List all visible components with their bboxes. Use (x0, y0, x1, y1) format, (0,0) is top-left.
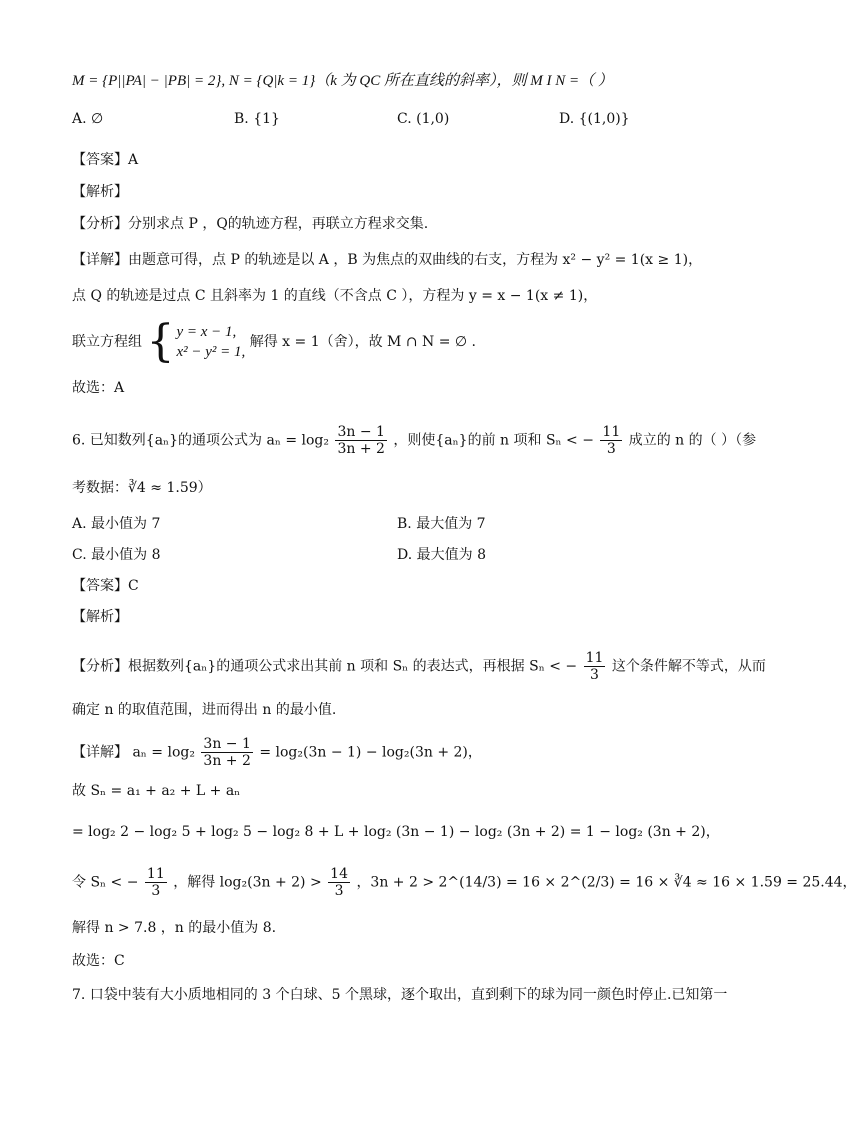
detail2d-text-1: 令 Sₙ < − (72, 874, 139, 891)
q6-option-a: A. 最小值为 7 (72, 516, 161, 532)
detail-2-line-3: = log₂ 2 − log₂ 5 + log₂ 5 − log₂ 8 + L + log₂ (3n − 1) − log₂ (3n + 2) = 1 − log₂ (3n + 2)， (72, 824, 720, 840)
q6-frac2-numerator: 11 (602, 424, 621, 440)
q6-text-2: ，则使{aₙ}的前 n 项和 Sₙ < − (393, 432, 594, 449)
fenxi2-frac-denominator: 3 (590, 667, 599, 683)
analysis-label-2: 【解析】 (72, 609, 128, 625)
choose-line-1: 故选：A (72, 380, 125, 396)
q6-option-b: B. 最大值为 7 (397, 516, 486, 532)
detail-2-line-4 (72, 866, 857, 899)
q6-fraction-2 (600, 424, 622, 457)
system-prefix: 联立方程组 (72, 334, 142, 350)
system-suffix: 解得 x = 1（舍），故 M ∩ N = ∅ . (249, 334, 476, 350)
detail2-frac-denominator: 3n + 2 (203, 753, 251, 769)
q6-frac-denominator: 3n + 2 (337, 441, 385, 457)
detail-2-line-5: 解得 n > 7.8 ，n 的最小值为 8. (72, 920, 277, 936)
detail-2-line-1 (72, 736, 482, 769)
option-c: C. (1,0) (397, 111, 450, 127)
fenxi2-fraction (584, 650, 606, 683)
q6-frac-numerator: 3n − 1 (337, 424, 385, 440)
detail2d-frac-denominator: 3 (151, 883, 161, 899)
question-6-reference: 考数据：∛4 ≈ 1.59） (72, 480, 212, 496)
q6-text-1: 6. 已知数列{aₙ}的通项公式为 aₙ = log₂ (72, 432, 329, 449)
analysis-summary-2 (72, 650, 766, 683)
option-d: D. {(1,0)} (559, 111, 630, 127)
question-7-stem: 7. 口袋中装有大小质地相同的 3 个白球、5 个黑球，逐个取出，直到剩下的球为同一颜色时停止.已知第一 (72, 987, 728, 1003)
q6-text-3: 成立的 n 的（ ）（参 (628, 432, 757, 449)
detail2d-text-3: ，3n + 2 > 2^(14/3) = 16 × 2^(2/3) = 16 × ∛4 ≈ 16 × 1.59 = 25.44， (356, 874, 857, 891)
equation-system-line (72, 316, 476, 367)
q6-option-d: D. 最大值为 8 (397, 547, 486, 563)
answer-label-2: 【答案】C (72, 578, 139, 594)
fenxi2-frac-numerator: 11 (585, 650, 604, 666)
system-row-1: y = x − 1, (176, 324, 237, 340)
detail2d-frac2-numerator: 14 (330, 866, 348, 882)
choose-line-2: 故选：C (72, 953, 125, 969)
detail2-text-2: = log₂(3n − 1) − log₂(3n + 2)， (259, 744, 482, 761)
fenxi2-text-2: 这个条件解不等式，从而 (611, 658, 766, 675)
system-row-2: x² − y² = 1, (176, 344, 246, 360)
detail2-text-1: 【详解】 aₙ = log₂ (72, 744, 195, 761)
detail2d-text-2: ，解得 log₂(3n + 2) > (173, 874, 322, 891)
analysis-label: 【解析】 (72, 184, 128, 200)
detail2d-fraction-2 (328, 866, 350, 899)
q6-frac2-denominator: 3 (606, 441, 616, 457)
q6-fraction (335, 424, 386, 457)
detail2d-frac-numerator: 11 (146, 866, 165, 882)
equation-system (146, 316, 246, 367)
detail2-fraction (201, 736, 252, 769)
detail2d-frac2-denominator: 3 (334, 883, 344, 899)
question-5-stem-line: M = {P||PA| − |PB| = 2}, N = {Q|k = 1}（k 为 QC 所在直线的斜率），则 M I N =（ ） (72, 73, 613, 89)
detail-line-1: 【详解】由题意可得，点 P 的轨迹是以 A ，B 为焦点的双曲线的右支，方程为 x² − y² = 1(x ≥ 1)， (72, 252, 703, 268)
analysis-summary-2b: 确定 n 的取值范围，进而得出 n 的最小值. (72, 702, 337, 718)
detail-2-line-2: 故 Sₙ = a₁ + a₂ + L + aₙ (72, 783, 241, 799)
left-brace: { (146, 316, 175, 367)
analysis-summary: 【分析】分别求点 P ，Q的轨迹方程，再联立方程求交集. (72, 216, 429, 232)
q6-option-c: C. 最小值为 8 (72, 547, 161, 563)
detail2-frac-numerator: 3n − 1 (203, 736, 251, 752)
option-b: B. {1} (234, 111, 280, 127)
detail-line-2: 点 Q 的轨迹是过点 C 且斜率为 1 的直线（不含点 C ），方程为 y = x − 1(x ≠ 1)， (72, 288, 598, 304)
detail2d-fraction (145, 866, 167, 899)
answer-label: 【答案】A (72, 152, 139, 168)
option-a: A. ∅ (72, 111, 104, 127)
question-6-stem (72, 424, 756, 457)
fenxi2-text-1: 【分析】根据数列{aₙ}的通项公式求出其前 n 项和 Sₙ 的表达式，再根据 Sₙ < − (72, 658, 578, 675)
